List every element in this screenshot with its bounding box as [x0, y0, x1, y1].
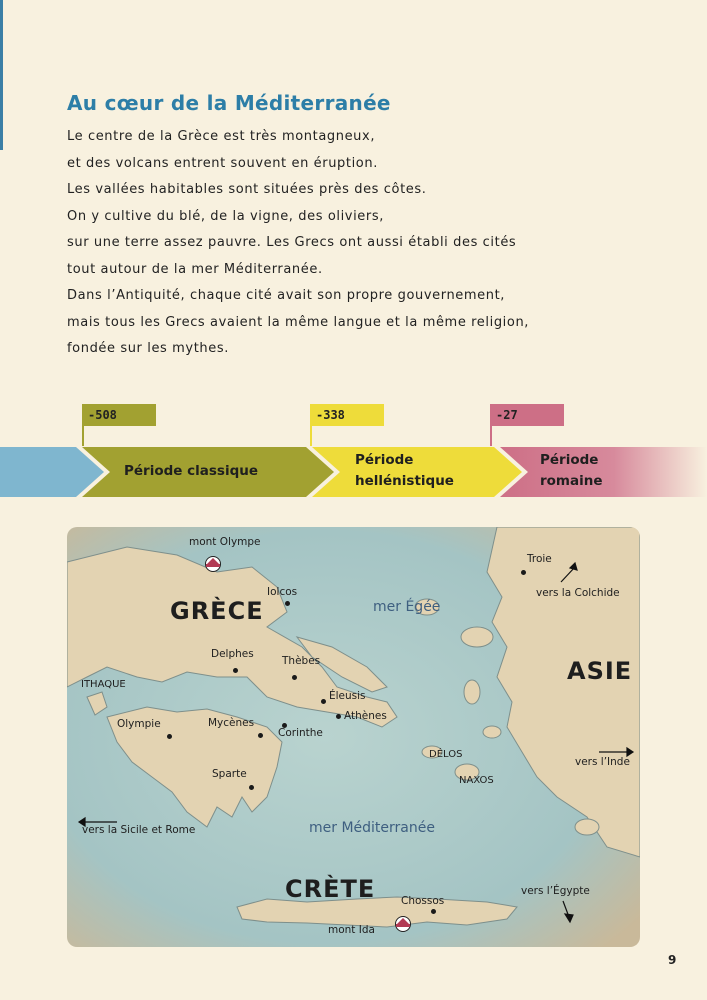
- city-dot-chossos: [431, 909, 436, 914]
- label-corinthe: Corinthe: [278, 727, 323, 739]
- label-mont-olympe: mont Olympe: [189, 536, 261, 548]
- label-thebes: Thèbes: [282, 655, 321, 667]
- label-eleusis: Éleusis: [329, 690, 366, 702]
- label-vers-colchide: vers la Colchide: [536, 587, 620, 599]
- label-vers-inde: vers l’Inde: [575, 756, 630, 768]
- city-dot-athenes: [336, 714, 341, 719]
- city-dot-sparte: [249, 785, 254, 790]
- label-vers-egypte: vers l’Égypte: [521, 885, 590, 897]
- paragraph-line: Les vallées habitables sont situées près des côtes.: [67, 182, 427, 197]
- label-grece: GRÈCE: [170, 597, 264, 625]
- label-mycenes: Mycènes: [208, 717, 255, 729]
- label-iolcos: Iolcos: [267, 586, 298, 598]
- city-dot-thebes: [292, 675, 297, 680]
- paragraph-line: Dans l’Antiquité, chaque cité avait son propre gouvernement,: [67, 288, 506, 303]
- page-number: 9: [668, 953, 677, 967]
- period-hellenistique-line2: hellénistique: [355, 473, 454, 489]
- label-crete: CRÈTE: [285, 875, 376, 903]
- paragraph-line: et des volcans entrent souvent en éruption.: [67, 155, 378, 171]
- label-mer-mediterranee: mer Méditerranée: [309, 820, 435, 836]
- map: [67, 527, 640, 947]
- island-rhodes: [575, 819, 599, 835]
- page-title: Au cœur de la Méditerranée: [67, 91, 391, 115]
- period-hellenistique-line1: Période: [355, 452, 414, 468]
- paragraph-line: On y cultive du blé, de la vigne, des oliviers,: [67, 208, 384, 224]
- label-mer-egee: mer Égée: [373, 599, 441, 615]
- label-troie: Troie: [527, 553, 552, 565]
- label-athenes: Athènes: [344, 710, 387, 722]
- city-dot-iolcos: [285, 601, 290, 606]
- period-label-hellenistique: [355, 450, 454, 492]
- island-chios: [464, 680, 480, 704]
- city-dot-mycenes: [258, 733, 263, 738]
- city-dot-eleusis: [321, 699, 326, 704]
- paragraph-line: Le centre de la Grèce est très montagneux,: [67, 129, 376, 144]
- period-label-classique: [124, 461, 258, 482]
- paragraph-line: tout autour de la mer Méditerranée.: [67, 261, 323, 277]
- island-lesbos: [461, 627, 493, 647]
- label-olympie: Olympie: [117, 718, 161, 730]
- period-label-romaine: [540, 450, 603, 492]
- body-paragraph: [67, 124, 667, 363]
- label-delphes: Delphes: [211, 648, 254, 660]
- city-dot-troie: [521, 570, 526, 575]
- date-box-27: -27: [490, 404, 564, 426]
- label-ithaque: ITHAQUE: [81, 679, 126, 690]
- mount-ida-marker: [396, 917, 411, 932]
- label-sparte: Sparte: [212, 768, 247, 780]
- paragraph-line: mais tous les Grecs avaient la même langue et la même religion,: [67, 314, 530, 330]
- date-box-338: -338: [310, 404, 384, 426]
- label-delos: DÉLOS: [429, 749, 463, 760]
- mount-olympus-marker: [206, 557, 221, 572]
- label-mont-ida: mont Ida: [328, 924, 375, 936]
- label-naxos: NAXOS: [459, 775, 494, 786]
- city-dot-olympie: [167, 734, 172, 739]
- label-vers-sicile: vers la Sicile et Rome: [82, 824, 196, 836]
- island-samos: [483, 726, 501, 738]
- timeline-segment-before: [0, 447, 104, 497]
- page-edge-bar: [0, 0, 3, 150]
- land-crete: [237, 897, 517, 927]
- paragraph-line: sur une terre assez pauvre. Les Grecs ont aussi établi des cités: [67, 235, 517, 250]
- period-romaine-line1: Période: [540, 452, 599, 468]
- label-chossos: Chossos: [401, 895, 445, 907]
- city-dot-delphes: [233, 668, 238, 673]
- label-asie: ASIE: [567, 657, 633, 685]
- paragraph-line: fondée sur les mythes.: [67, 341, 229, 356]
- timeline-segment-romaine: [500, 447, 707, 497]
- period-classique-line1: Période classique: [124, 463, 258, 479]
- period-romaine-line2: romaine: [540, 473, 603, 489]
- date-box-508: -508: [82, 404, 156, 426]
